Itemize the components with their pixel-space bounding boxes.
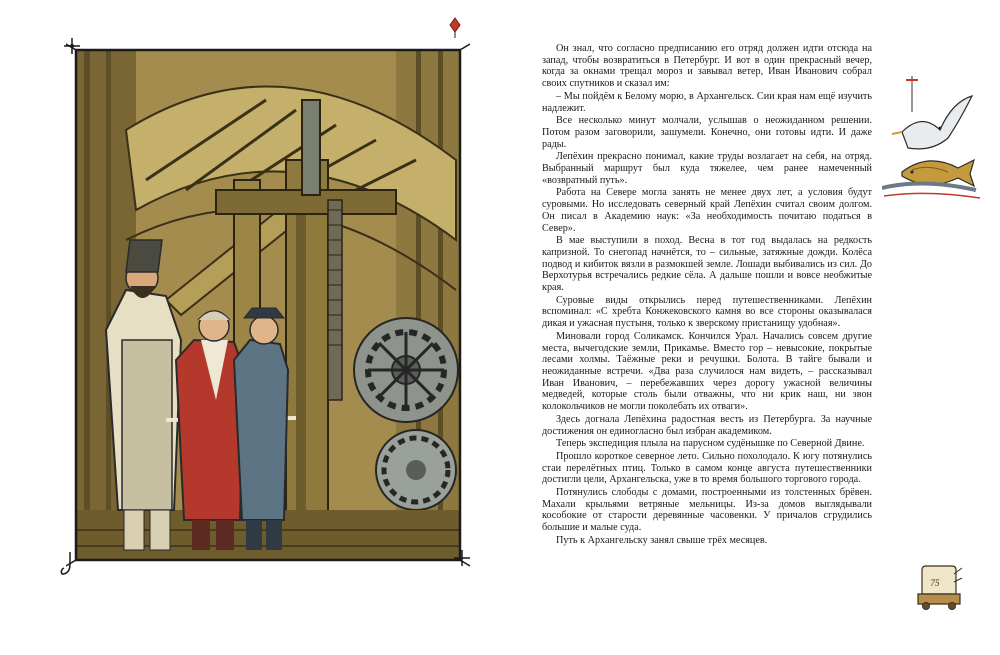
paragraph: Потянулись слободы с домами, построенными из толстенных брёвен. Махали крыльями ветряные мельницы. Из-за домов выглядывали кособокие от старости деревянные часовенки. У причалов сгрудились большие и малые суда.: [542, 487, 872, 534]
mill-illustration: [66, 40, 470, 570]
paragraph: – Мы пойдём к Белому морю, в Архангельск. Сии края нам ещё изучить надлежит.: [542, 90, 872, 114]
red-diamond-ornament: [448, 16, 462, 38]
corner-ornament-bottom-right: [452, 548, 472, 568]
fish-icon: [882, 160, 980, 198]
text-column: [542, 43, 872, 547]
paragraph: Прошло короткое северное лето. Сильно похолодало. К югу потянулись стаи перелётных птиц. Только в самом конце августа путешественники достигли цели, Архангельска, уже в то время большого торгового города.: [542, 450, 872, 486]
seagull-icon: [892, 96, 972, 149]
bird-fish-vignette: [882, 72, 982, 212]
gear-small: [376, 430, 456, 510]
illustration-panel: [66, 40, 470, 570]
paragraph: Теперь экспедиция плыла на парусном судёнышке по Северной Двине.: [556, 438, 865, 450]
paragraph: Работа на Севере могла занять не менее двух лет, а условия будут суровыми. Но исследовать северный край Лепёхин считал своим долгом. Он писал в Академию наук: «За необходимость почитаю податься в Север».: [542, 187, 872, 234]
paragraph: В мае выступили в поход. Весна в тот год выдалась на редкость капризной. То снегопад начнётся, то – сильные, затяжные дожди. Колёса подвод и кибиток вязли в размокшей земле. Лошади выбивались из сил. До Верхотурья встречались редкие сёла. А дальше пошли и вовсе необжитые края.: [542, 235, 872, 294]
paragraph: Он знал, что согласно предписанию его отряд должен идти отсюда на запад, чтобы возвратиться в Петербург. И вот в один прекрасный вечер, когда за окнами трещал мороз и завывал ветер, Иван Иванович собрал своих спутников и сказал им:: [542, 43, 872, 90]
paragraph: Путь к Архангельску занял свыше трёх месяцев.: [556, 534, 768, 546]
paragraph: Все несколько минут молчали, услышав о неожиданном решении. Потом разом заговорили, зашумели. Конечно, они готовы идти. И даже рады.: [542, 115, 872, 150]
paragraph: Миновали город Соликамск. Кончился Урал. Начались совсем другие места, вычегодские земли, Прикамье. Вместо гор – невысокие, покрытые лесами холмы. Таёжные реки и речушки. Болота. В тайге бывали и неожиданные встречи. «Два раза случилося нам видеть, – рассказывал Иван Иванович, – перебежавших через дорогу ужасной величины медведей, которые столь были отважны, что ни крик наш, ни звон колокольчиков не могли поколебать их отваги».: [542, 330, 872, 413]
paragraph: Суровые виды открылись перед путешественниками. Лепёхин вспоминал: «С хребта Конжековского камня во все стороны оказывалася дикая и ужасная пустыня, только к зверскому пристанищу удобная».: [542, 294, 872, 330]
corner-ornament-top-left: [62, 36, 82, 56]
page-number: 75: [930, 578, 940, 588]
corner-ornament-bottom-left: [58, 550, 80, 580]
paragraph: Здесь догнала Лепёхина радостная весть из Петербурга. За научные достижения он единогласно был избран академиком.: [542, 413, 872, 437]
paragraph: Лепёхин прекрасно понимал, какие труды возлагает на себя, на отряд. Выбранный маршрут был куда тяжелее, чем ранее намеченный «возвратный путь».: [542, 151, 872, 186]
gear-large: [354, 318, 458, 422]
